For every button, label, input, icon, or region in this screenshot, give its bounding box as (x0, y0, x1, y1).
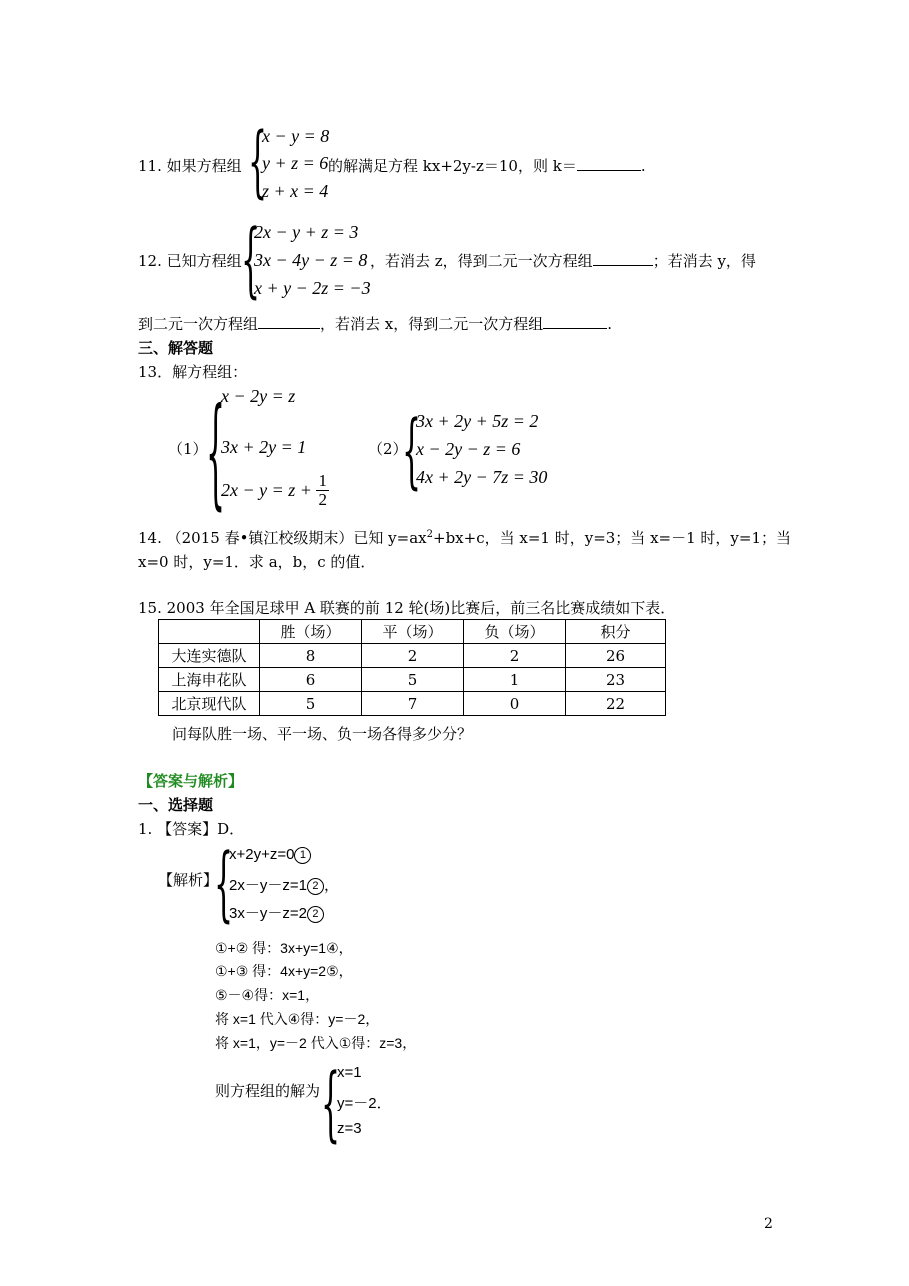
q13-part2-eq2: x − 2y − z = 6 (416, 439, 521, 459)
table-cell: 22 (566, 692, 666, 716)
q13-part1-eq2: 3x + 2y = 1 (221, 437, 307, 457)
q12-blank-2[interactable] (258, 314, 320, 329)
q11-post: 的解满足方程 kx+2y-z＝10，则 k＝ (328, 157, 577, 175)
q13-part2-eq3: 4x + 2y − 7z = 30 (416, 467, 548, 487)
table-cell: 北京现代队 (159, 692, 260, 716)
analysis-eq3 (229, 902, 324, 923)
circled-number: 2 (307, 878, 324, 895)
analysis-step: ⑤－④得：x=1， (215, 987, 320, 1003)
q14-line2: x=0 时，y=1．求 a，b，c 的值． (138, 553, 376, 571)
section-3-title: 三、解答题 (138, 339, 214, 357)
q12-eq2: 3x − 4y − z = 8 (254, 250, 368, 270)
q11-eq1: x − y = 8 (262, 126, 330, 146)
analysis-brace: { (214, 838, 234, 933)
table-cell: 5 (260, 692, 362, 716)
q12-blank-1[interactable] (593, 251, 653, 266)
page-number: 2 (764, 1216, 773, 1232)
q14-line1-post: +bx+c，当 x=1 时，y=3；当 x=－1 时，y=1；当 (433, 529, 792, 547)
result-y (337, 1092, 392, 1113)
table-cell: 6 (260, 668, 362, 692)
q12-blank-3[interactable] (543, 314, 607, 329)
result-x: x=1 (337, 1064, 362, 1081)
table-cell: 23 (566, 668, 666, 692)
q12-prefix: 12. 已知方程组 (138, 252, 242, 270)
table-row (159, 668, 666, 692)
table-row (159, 644, 666, 668)
score-table (158, 619, 666, 716)
table-cell: 5 (362, 668, 464, 692)
circled-number: 2 (307, 906, 324, 923)
table-header-cell: 平（场） (362, 620, 464, 644)
q11-line (138, 155, 242, 176)
analysis-eq-end: ， (323, 877, 339, 894)
table-cell: 8 (260, 644, 362, 668)
q13-part2-label: （2） (368, 440, 408, 458)
q12-post-line (370, 250, 756, 271)
result-end: ． (376, 1095, 392, 1112)
q13-part1-fraction (316, 472, 329, 509)
q13-part1-label: （1） (168, 440, 208, 458)
table-cell: 2 (362, 644, 464, 668)
table-cell: 大连实德队 (159, 644, 260, 668)
analysis-step: 将 x=1 代入④得：y=－2， (215, 1011, 380, 1027)
q13-part1-brace: { (206, 385, 226, 525)
result-z: z=3 (337, 1120, 362, 1137)
table-cell: 上海申花队 (159, 668, 260, 692)
q15-question: 问每队胜一场、平一场、负一场各得多少分？ (172, 725, 473, 743)
analysis-eq1 (229, 846, 311, 864)
q11-pre: 如果方程组 (166, 157, 242, 175)
fraction-denominator: 2 (318, 490, 327, 509)
result-brace: { (321, 1058, 341, 1153)
q11-eq3: z + x = 4 (262, 181, 329, 201)
q13-part2-eq1: 3x + 2y + 5z = 2 (416, 411, 539, 431)
q12-brace: { (241, 214, 261, 309)
result-prefix: 则方程组的解为 (215, 1082, 321, 1100)
q13-part1-eq1: x − 2y = z (221, 386, 296, 406)
q13-label: 13．解方程组： (138, 363, 248, 381)
result-y-text: y=－2 (337, 1095, 377, 1112)
analysis-step: ①+③ 得：4x+y=2⑤， (215, 963, 353, 979)
table-cell: 2 (464, 644, 566, 668)
q13-part1-eq3-left: 2x − y = z + (221, 480, 312, 500)
q11-eq2: y + z = 6 (262, 153, 329, 173)
q11-number: 11. (138, 157, 162, 175)
analysis-label: 【解析】 (158, 871, 219, 889)
table-cell: 1 (464, 668, 566, 692)
analysis-eq2 (229, 874, 339, 895)
table-cell: 26 (566, 644, 666, 668)
q14-superscript: 2 (426, 529, 434, 540)
analysis-step: ①+② 得：3x+y=1④， (215, 940, 353, 956)
q12-line2 (138, 313, 612, 334)
q12-post: ，若消去 z，得到二元一次方程组 (370, 252, 593, 270)
table-header-cell: 积分 (566, 620, 666, 644)
q12-eq3: x + y − 2z = −3 (254, 278, 371, 298)
q12-post2: ；若消去 y，得 (652, 252, 756, 270)
q15-line: 15. 2003 年全国足球甲 A 联赛的前 12 轮(场)比赛后，前三名比赛成绩如下表． (138, 599, 676, 617)
circled-number: 1 (294, 847, 311, 864)
q11-brace: { (248, 118, 268, 209)
table-cell: 7 (362, 692, 464, 716)
q12-end: . (607, 315, 613, 333)
analysis-eq2-text: 2x－y－z=1 (229, 877, 307, 894)
table-header-cell: 负（场） (464, 620, 566, 644)
q14-line1-pre: 14. （2015 春•镇江校级期末）已知 y=ax (138, 529, 427, 547)
q13-part2-brace: { (402, 405, 422, 500)
analysis-eq3-text: 3x－y－z=2 (229, 905, 307, 922)
q12-line2-b: ，若消去 x，得到二元一次方程组 (320, 315, 544, 333)
q11-blank[interactable] (577, 156, 641, 171)
q12-line2-a: 到二元一次方程组 (138, 315, 259, 333)
q12-eq1: 2x − y + z = 3 (254, 222, 359, 242)
q13-part1-eq3 (221, 472, 329, 509)
answer-1-label: 1. 【答案】D． (138, 820, 245, 838)
q14-line1 (138, 527, 791, 548)
q11-end: . (640, 157, 646, 175)
table-header-cell: 胜（场） (260, 620, 362, 644)
analysis-eq1-text: x+2y+z=0 (229, 846, 295, 863)
fraction-numerator: 1 (318, 471, 327, 490)
answers-section-1: 一、选择题 (138, 796, 214, 814)
analysis-step: 将 x=1，y=－2 代入①得：z=3， (215, 1035, 417, 1051)
table-cell: 0 (464, 692, 566, 716)
table-header-row (159, 620, 666, 644)
table-row (159, 692, 666, 716)
q11-post-line (328, 155, 646, 176)
table-header-cell (159, 620, 260, 644)
answers-heading: 【答案与解析】 (138, 772, 244, 790)
